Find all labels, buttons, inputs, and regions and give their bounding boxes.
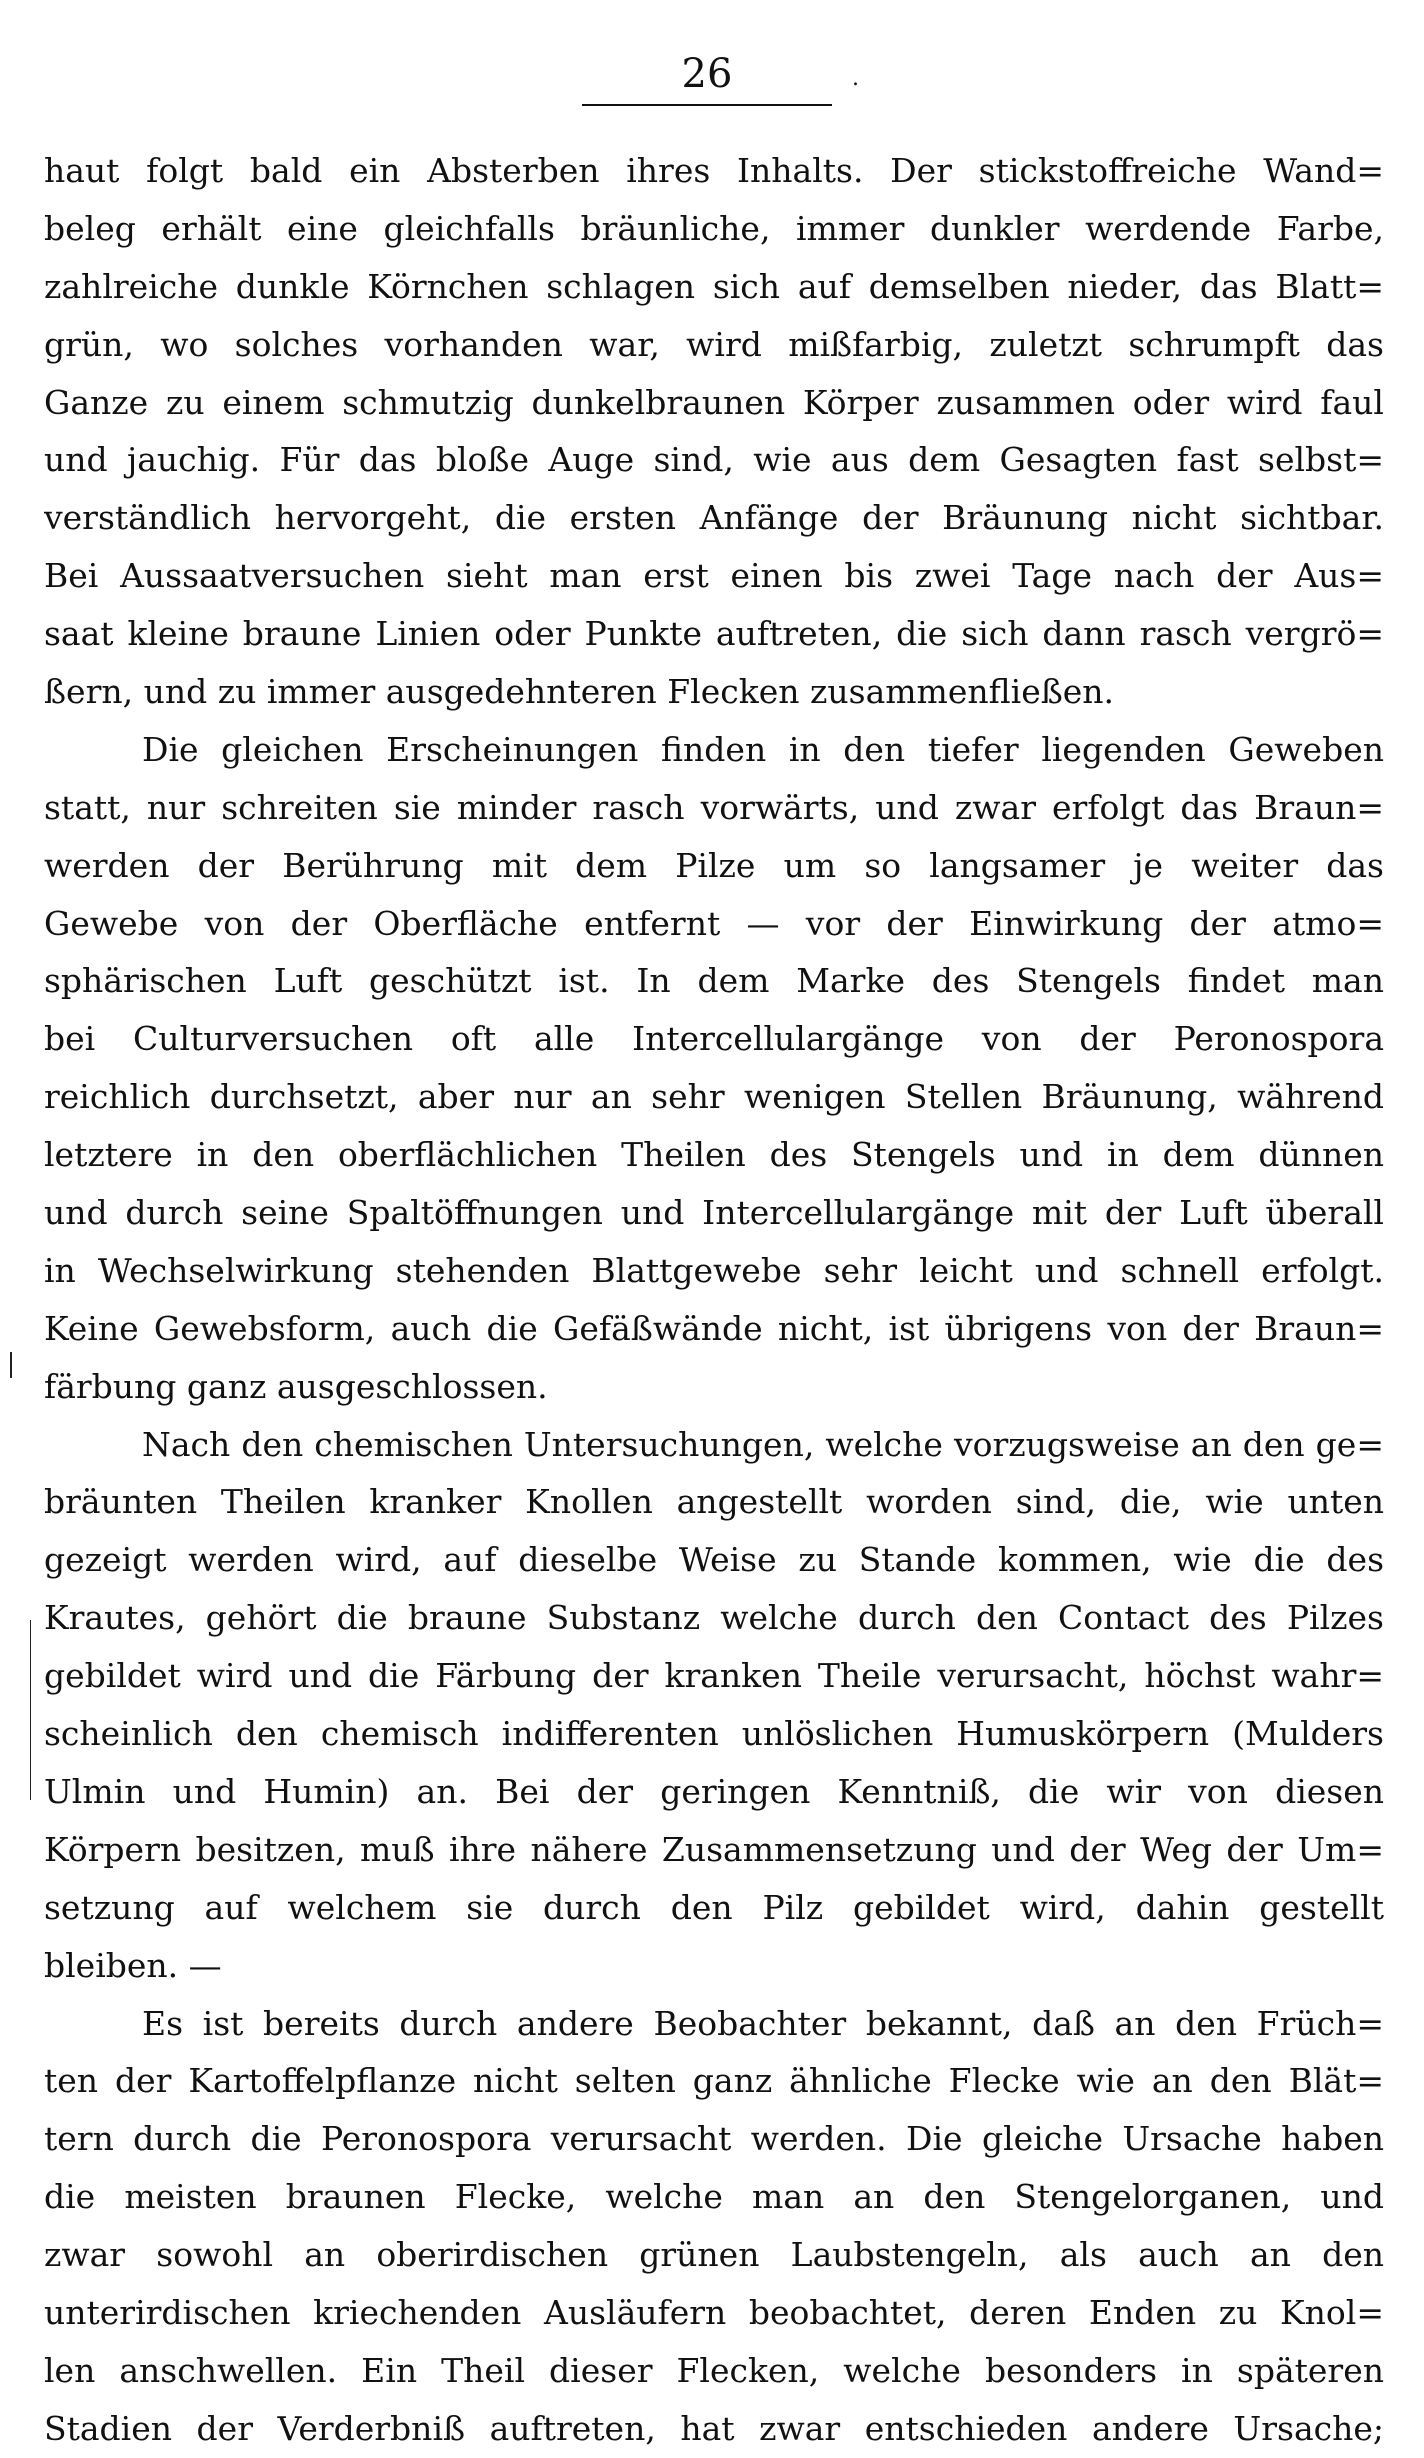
text-line: setzung auf welchem sie durch den Pilz gebildet wird, dahin gestellt (44, 1887, 1384, 1927)
text-line: unterirdischen kriechenden Ausläufern beobachtet, deren Enden zu Knol= (44, 2292, 1384, 2332)
text-line: gezeigt werden wird, auf dieselbe Weise zu Stande kommen, wie die des (44, 1540, 1384, 1580)
text-line: bleiben. — (44, 1945, 222, 1985)
text-line: scheinlich den chemisch indifferenten unlöslichen Humuskörpern (Mulders (44, 1714, 1384, 1754)
text-line: färbung ganz ausgeschlossen. (44, 1366, 548, 1406)
text-line: gebildet wird und die Färbung der kranken Theile verursacht, höchst wahr= (44, 1656, 1384, 1696)
text-line: Bei Aussaatversuchen sieht man erst einen bis zwei Tage nach der Aus= (44, 556, 1384, 596)
text-line: haut folgt bald ein Absterben ihres Inhalts. Der stickstoffreiche Wand= (44, 151, 1384, 190)
text-line: die meisten braunen Flecke, welche man an den Stengelorganen, und (44, 2177, 1384, 2217)
margin-mark (10, 1352, 12, 1378)
text-line: ßern, und zu immer ausgedehnteren Flecken zusammenfließen. (44, 672, 1115, 712)
text-line: Körpern besitzen, muß ihre nähere Zusammensetzung und der Weg der Um= (44, 1829, 1384, 1869)
text-line: tern durch die Peronospora verursacht werden. Die gleiche Ursache haben (44, 2119, 1384, 2159)
text-line: zwar sowohl an oberirdischen grünen Laubstengeln, als auch an den (44, 2235, 1384, 2275)
text-line: Es ist bereits durch andere Beobachter bekannt, daß an den Früch= (142, 2003, 1384, 2043)
header-dot: . (852, 66, 859, 91)
text-line: reichlich durchsetzt, aber nur an sehr wenigen Stellen Bräunung, während (44, 1077, 1384, 1117)
text-line: und jauchig. Für das bloße Auge sind, wie aus dem Gesagten fast selbst= (44, 440, 1384, 480)
text-line: letztere in den oberflächlichen Theilen des Stengels und in dem dünnen (44, 1135, 1384, 1175)
margin-mark (30, 1620, 31, 1800)
text-line: len anschwellen. Ein Theil dieser Flecken, welche besonders in späteren (44, 2350, 1384, 2390)
text-line: bräunten Theilen kranker Knollen angestellt worden sind, die, wie unten (44, 1482, 1384, 1522)
text-line: beleg erhält eine gleichfalls bräunliche, immer dunkler werdende Farbe, (44, 208, 1384, 248)
text-line: saat kleine braune Linien oder Punkte auftreten, die sich dann rasch vergrö= (44, 614, 1384, 654)
text-line: Krautes, gehört die braune Substanz welche durch den Contact des Pilzes (44, 1598, 1384, 1638)
text-line: statt, nur schreiten sie minder rasch vorwärts, und zwar erfolgt das Braun= (44, 787, 1384, 827)
text-line: Ulmin und Humin) an. Bei der geringen Kenntniß, die wir von diesen (44, 1771, 1384, 1811)
text-line: werden der Berührung mit dem Pilze um so langsamer je weiter das (44, 845, 1384, 885)
text-line: Nach den chemischen Untersuchungen, welche vorzugsweise an den ge= (142, 1424, 1384, 1464)
text-line: zahlreiche dunkle Körnchen schlagen sich auf demselben nieder, das Blatt= (44, 266, 1384, 306)
body-text (44, 142, 1384, 2458)
text-line: ten der Kartoffelpflanze nicht selten ganz ähnliche Flecke wie an den Blät= (44, 2061, 1384, 2101)
page-number: 26 (681, 51, 733, 97)
text-line: Ganze zu einem schmutzig dunkelbraunen Körper zusammen oder wird faul (44, 382, 1384, 422)
text-line: Gewebe von der Oberfläche entfernt — vor der Einwirkung der atmo= (44, 903, 1384, 943)
header-rule (582, 104, 832, 106)
text-line: Keine Gewebsform, auch die Gefäßwände nicht, ist übrigens von der Braun= (44, 1308, 1384, 1348)
text-line: sphärischen Luft geschützt ist. In dem Marke des Stengels findet man (44, 961, 1384, 1001)
text-line: Die gleichen Erscheinungen finden in den tiefer liegenden Geweben (142, 729, 1384, 769)
text-line: bei Culturversuchen oft alle Intercellulargänge von der Peronospora (44, 1019, 1384, 1059)
text-line: Stadien der Verderbniß auftreten, hat zwar entschieden andere Ursache; (44, 2408, 1384, 2448)
text-line: und durch seine Spaltöffnungen und Intercellulargänge mit der Luft überall (44, 1193, 1384, 1233)
text-line: verständlich hervorgeht, die ersten Anfänge der Bräunung nicht sichtbar. (44, 498, 1384, 538)
text-line: in Wechselwirkung stehenden Blattgewebe sehr leicht und schnell erfolgt. (44, 1250, 1384, 1290)
text-line: grün, wo solches vorhanden war, wird mißfarbig, zuletzt schrumpft das (44, 324, 1384, 364)
